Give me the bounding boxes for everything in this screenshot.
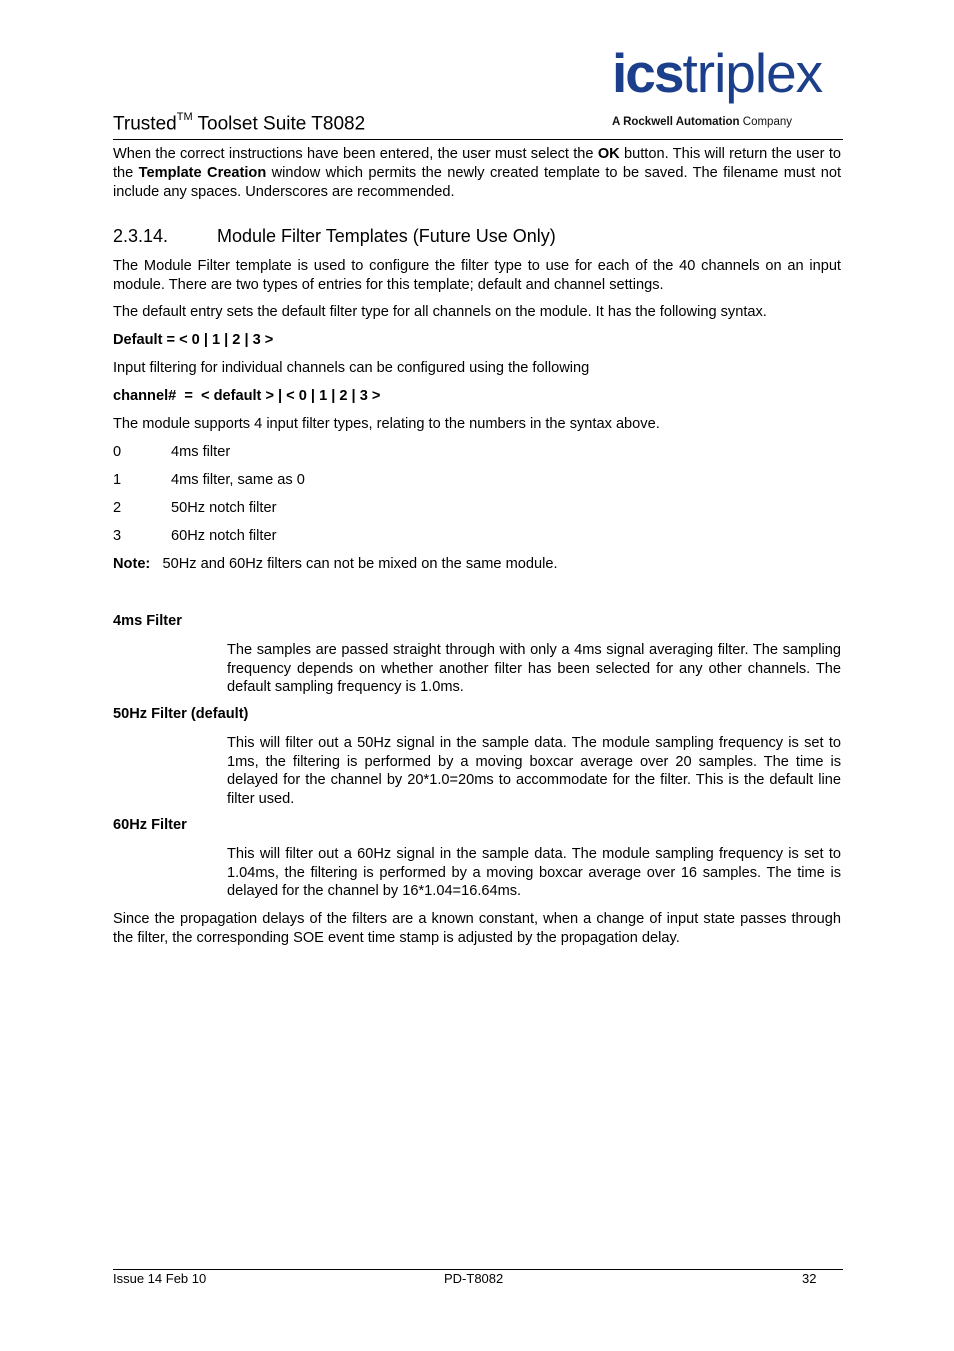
logo-tagline-suffix: Company xyxy=(739,116,792,128)
closing-paragraph: Since the propagation delays of the filters are a known constant, when a change of input state passes through the filter, the corresponding SOE event time stamp is adjusted by the propagation delay. xyxy=(113,911,841,946)
header-divider xyxy=(113,139,843,140)
list-item: 3 60Hz notch filter xyxy=(113,528,277,544)
section-paragraph-2: The default entry sets the default filter type for all channels on the module. It has the following syntax. xyxy=(113,304,767,320)
syntax-default: Default = < 0 | 1 | 2 | 3 > xyxy=(113,332,274,348)
section-heading xyxy=(113,226,556,247)
intro-paragraph xyxy=(113,145,841,202)
intro-text-a: When the correct instructions have been entered, the user must select the xyxy=(113,146,598,162)
subheading-4ms-filter: 4ms Filter xyxy=(113,613,182,629)
note xyxy=(113,555,558,574)
logo-tagline xyxy=(612,116,792,128)
list-item: 2 50Hz notch filter xyxy=(113,500,277,516)
list-item: 0 4ms filter xyxy=(113,444,231,460)
ok-button-ref: OK xyxy=(597,146,620,162)
document-title xyxy=(113,113,365,135)
subheading-60hz-filter: 60Hz Filter xyxy=(113,817,187,833)
paragraph-50hz-filter: This will filter out a 50Hz signal in the sample data. The module sampling frequency is set to 1ms, the filtering is performed by a moving boxcar average over 20 samples. The time is delayed for the channel by 20*1.0=20ms to accommodate for the filter. This is the default line filter used. xyxy=(227,735,841,807)
footer-issue: Issue 14 Feb 10 xyxy=(113,1271,207,1286)
note-text: 50Hz and 60Hz filters can not be mixed on the same module. xyxy=(150,556,558,572)
logo-tagline-prefix: A xyxy=(612,116,624,128)
intro-text-c: window which permits the newly created template to be saved. The filename must not include any spaces. Underscores are recommended. xyxy=(113,165,841,200)
paragraph-60hz-filter: This will filter out a 60Hz signal in the sample data. The module sampling frequency is set to 1.04ms, the filtering is performed by a moving boxcar average over 16 samples. The time is delayed for the channel by 16*1.04=16.64ms. xyxy=(227,846,841,899)
logo-wordmark xyxy=(612,38,822,108)
logo-tagline-brand: Rockwell Automation xyxy=(623,116,740,128)
footer-page-number: 32 xyxy=(802,1271,817,1286)
section-paragraph-4: The module supports 4 input filter types, relating to the numbers in the syntax above. xyxy=(113,416,660,432)
section-paragraph-1: The Module Filter template is used to configure the filter type to use for each of the 40 channels on an input module. There are two types of entries for this template; default and channel settings. xyxy=(113,258,841,293)
intro-text-b: button. This will return the user to the xyxy=(113,146,841,181)
title-main: Trusted xyxy=(113,113,177,135)
title-rest: Toolset Suite T8082 xyxy=(192,113,366,135)
note-label: Note: xyxy=(113,556,151,572)
trademark-mark: TM xyxy=(176,111,193,123)
list-item: 1 4ms filter, same as 0 xyxy=(113,472,305,488)
footer-divider xyxy=(113,1269,843,1270)
paragraph-4ms-filter: The samples are passed straight through with only a 4ms signal averaging filter. The sampling frequency depends on whether another filter has been selected for any other channels. The default sampling frequency is 1.0ms. xyxy=(227,642,841,695)
footer-doc-id: PD-T8082 xyxy=(444,1271,504,1286)
syntax-channel: channel# = < default > | < 0 | 1 | 2 | 3 > xyxy=(113,388,381,404)
template-creation-ref: Template Creation xyxy=(138,165,267,181)
subheading-50hz-filter: 50Hz Filter (default) xyxy=(113,706,249,722)
logo-ics: ics xyxy=(612,42,683,104)
ics-triplex-logo xyxy=(612,42,844,134)
section-number: 2.3.14. xyxy=(113,226,169,246)
section-title: Module Filter Templates (Future Use Only) xyxy=(217,226,556,246)
section-paragraph-3: Input filtering for individual channels can be configured using the following xyxy=(113,360,590,376)
logo-triplex: triplex xyxy=(682,42,823,104)
